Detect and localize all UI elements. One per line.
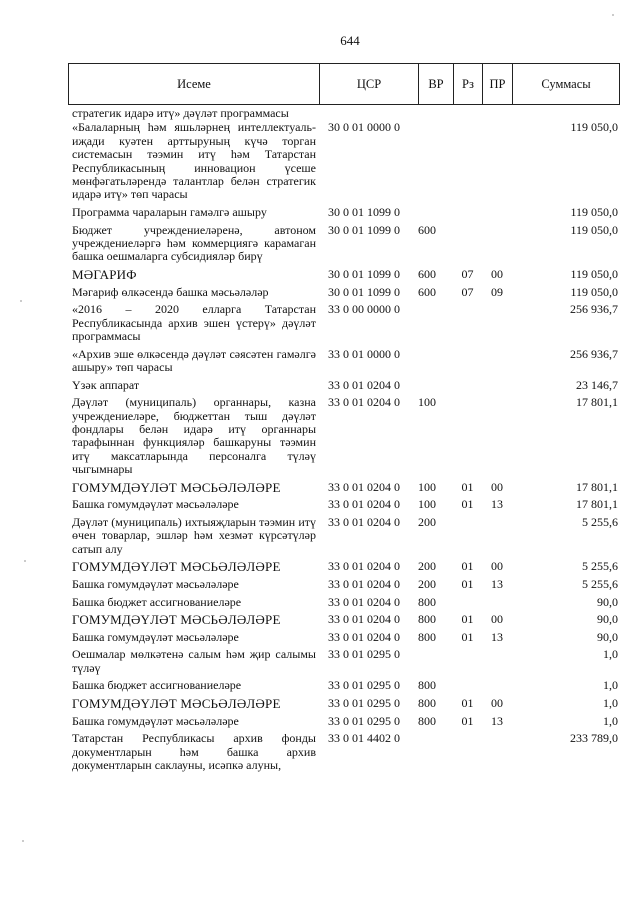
table-row	[72, 379, 620, 392]
table-row	[72, 348, 620, 375]
table-row	[72, 697, 620, 710]
row-pr: 13	[491, 577, 503, 592]
table-row	[72, 206, 620, 219]
row-sum: 119 050,0	[570, 222, 618, 237]
row-rz: 07	[461, 267, 474, 282]
page-number: 644	[340, 33, 360, 48]
row-name: ГОМУМДӘҮЛӘТ МӘСЬӘЛӘЛӘРЕ	[72, 696, 281, 711]
row-name: МӘГАРИФ	[72, 267, 137, 283]
table-row	[72, 224, 620, 264]
row-csr: 33 0 01 0295 0	[328, 713, 400, 728]
row-csr: 33 0 01 0204 0	[328, 395, 400, 410]
row-vr: 200	[418, 515, 436, 530]
table-row	[72, 613, 620, 626]
row-sum: 90,0	[597, 629, 618, 644]
row-name: Программа чараларын гамәлгә ашыру	[72, 205, 267, 220]
row-name: «Балаларның һәм яшьләрнең интеллектуаль-иҗади куәтен арттыруның күчә торган системасын тәэмин итү һәм Татарстан Республикасының инновацион үсеше мөнфәгатьләрендә талантлар белән стратегик идарә итү» төп чарасы	[72, 120, 316, 202]
row-csr: 30 0 01 0000 0	[328, 120, 400, 135]
row-vr: 800	[418, 594, 436, 609]
row-name: «Архив эше өлкәсендә дәүләт сәясәтен гамәлгә ашыру» төп чарасы	[72, 346, 316, 375]
table-row	[72, 396, 620, 476]
row-sum: 5 255,6	[582, 515, 618, 530]
table-row	[72, 498, 620, 511]
row-sum: 256 936,7	[570, 302, 618, 317]
row-vr: 100	[418, 497, 436, 512]
row-csr: 33 0 01 0204 0	[328, 559, 400, 574]
row-name: Мәгариф өлкәсендә башка мәсьәләләр	[72, 284, 269, 299]
row-sum: 90,0	[597, 594, 618, 609]
budget-table-body	[72, 107, 620, 777]
row-rz: 01	[461, 629, 474, 644]
header-csr: ЦСР	[320, 64, 419, 104]
row-sum: 17 801,1	[576, 395, 618, 410]
row-csr: 33 0 01 0204 0	[328, 629, 400, 644]
row-name: Башка бюджет ассигнованиеләре	[72, 678, 242, 693]
header-pr: ПР	[483, 64, 513, 104]
row-csr: 30 0 01 1099 0	[328, 267, 400, 282]
row-name: ГОМУМДӘҮЛӘТ МӘСЬӘЛӘЛӘРЕ	[72, 559, 281, 575]
row-sum: 119 050,0	[570, 205, 618, 220]
row-sum: 5 255,6	[582, 577, 618, 592]
row-name: Башка гомумдәүләт мәсьәләләре	[72, 713, 239, 728]
row-rz: 01	[461, 713, 474, 728]
table-row	[72, 303, 620, 343]
row-sum: 119 050,0	[570, 120, 618, 135]
row-name: стратегик идарә итү» дәүләт программасы	[72, 106, 289, 120]
header-name: Исеме	[69, 64, 320, 104]
table-row	[72, 481, 620, 494]
row-name: ГОМУМДӘҮЛӘТ МӘСЬӘЛӘЛӘРЕ	[72, 612, 281, 628]
table-header	[68, 63, 620, 105]
row-csr: 33 0 01 0204 0	[328, 612, 400, 627]
row-vr: 800	[418, 629, 436, 644]
table-row	[72, 107, 620, 120]
row-vr: 800	[418, 612, 436, 627]
row-csr: 30 0 01 1099 0	[328, 205, 400, 220]
row-vr: 600	[418, 267, 436, 282]
table-row	[72, 679, 620, 692]
row-vr: 100	[418, 479, 436, 494]
header-vr: ВР	[419, 64, 454, 104]
row-pr: 09	[491, 284, 503, 299]
row-rz: 01	[461, 497, 474, 512]
row-pr: 13	[491, 713, 503, 728]
row-name: Оешмалар мөлкәтенә салым һәм җир салымы түләү	[72, 647, 316, 675]
scan-speck	[612, 14, 614, 16]
row-sum: 90,0	[597, 612, 618, 627]
row-sum: 23 146,7	[576, 377, 618, 392]
row-csr: 33 0 01 0204 0	[328, 497, 400, 512]
row-name: Башка гомумдәүләт мәсьәләләре	[72, 577, 239, 592]
row-pr: 00	[491, 559, 503, 574]
row-csr: 30 0 01 1099 0	[328, 284, 400, 299]
table-row	[72, 560, 620, 573]
scan-speck	[22, 840, 24, 842]
table-row	[72, 121, 620, 201]
row-pr: 00	[491, 267, 503, 282]
row-rz: 01	[461, 559, 474, 574]
table-row	[72, 732, 620, 772]
row-name: Дәүләт (муниципаль) ихтыяҗларын тәэмин итү өчен товарлар, эшләр һәм хезмәт күрсәтүләр сатып алу	[72, 515, 316, 556]
row-vr: 800	[418, 678, 436, 693]
table-row	[72, 648, 620, 675]
table-row	[72, 516, 620, 556]
row-csr: 33 0 01 0204 0	[328, 479, 400, 494]
table-row	[72, 578, 620, 591]
row-sum: 17 801,1	[576, 479, 618, 494]
row-csr: 33 0 01 0204 0	[328, 515, 400, 530]
row-csr: 33 0 01 0295 0	[328, 647, 400, 662]
row-name: «2016 – 2020 елларга Татарстан Республикасында архив эшен үстерү» дәүләт программасы	[72, 302, 316, 344]
table-row	[72, 268, 620, 281]
header-sum: Суммасы	[541, 76, 591, 91]
row-vr: 600	[418, 222, 436, 237]
row-vr: 800	[418, 713, 436, 728]
scan-speck	[20, 300, 22, 302]
row-rz: 01	[461, 577, 474, 592]
row-rz: 01	[461, 612, 474, 627]
row-sum: 1,0	[603, 713, 618, 728]
row-csr: 33 0 01 0204 0	[328, 377, 400, 392]
row-sum: 5 255,6	[582, 559, 618, 574]
row-pr: 00	[491, 612, 503, 627]
row-csr: 33 0 01 0204 0	[328, 594, 400, 609]
row-pr: 13	[491, 629, 503, 644]
row-pr: 00	[491, 479, 503, 494]
row-name: ГОМУМДӘҮЛӘТ МӘСЬӘЛӘЛӘРЕ	[72, 479, 281, 495]
row-sum: 17 801,1	[576, 497, 618, 512]
row-name: Дәүләт (муниципаль) органнары, казна учреждениеләре, бюджеттан тыш дәүләт фондлары белән идарә итү органнары тарафыннан функцияләр башкаруны тәэмин итү максатларында персоналга түләү чыгымнары	[72, 395, 316, 477]
row-sum: 119 050,0	[570, 284, 618, 299]
table-row	[72, 631, 620, 644]
table-row	[72, 715, 620, 728]
row-rz: 01	[461, 479, 474, 494]
row-sum: 256 936,7	[570, 346, 618, 361]
row-vr: 600	[418, 284, 436, 299]
row-sum: 119 050,0	[570, 267, 618, 282]
row-csr: 33 0 01 0204 0	[328, 577, 400, 592]
row-name: Үзәк аппарат	[72, 377, 140, 392]
row-pr: 00	[491, 696, 503, 710]
row-csr: 33 0 01 4402 0	[328, 731, 400, 746]
row-sum: 1,0	[603, 678, 618, 693]
row-vr: 200	[418, 577, 436, 592]
row-pr: 13	[491, 497, 503, 512]
scan-speck	[24, 560, 26, 562]
header-rz: Рз	[454, 64, 483, 104]
row-name: Башка бюджет ассигнованиеләре	[72, 594, 242, 609]
row-name: Татарстан Республикасы архив фонды документларын һәм башка архив документларын саклауны, исәпкә алуны,	[72, 731, 316, 772]
row-name: Башка гомумдәүләт мәсьәләләре	[72, 497, 239, 512]
row-csr: 33 0 01 0295 0	[328, 678, 400, 693]
row-vr: 800	[418, 696, 436, 710]
row-rz: 07	[461, 284, 474, 299]
row-csr: 33 0 00 0000 0	[328, 302, 400, 317]
row-vr: 100	[418, 395, 436, 410]
row-csr: 30 0 01 1099 0	[328, 222, 400, 237]
row-rz: 01	[461, 696, 474, 710]
row-sum: 1,0	[603, 647, 618, 662]
row-csr: 33 0 01 0000 0	[328, 346, 400, 361]
row-name: Бюджет учреждениеләренә, автоном учреждениеләргә һәм коммерциягә карамаган башка оешмаларга субсидияләр бирү	[72, 222, 316, 264]
table-row	[72, 596, 620, 609]
row-name: Башка гомумдәүләт мәсьәләләре	[72, 629, 239, 644]
table-row	[72, 286, 620, 299]
row-vr: 200	[418, 559, 436, 574]
row-sum: 1,0	[603, 696, 618, 710]
row-sum: 233 789,0	[570, 731, 618, 746]
row-csr: 33 0 01 0295 0	[328, 696, 400, 710]
